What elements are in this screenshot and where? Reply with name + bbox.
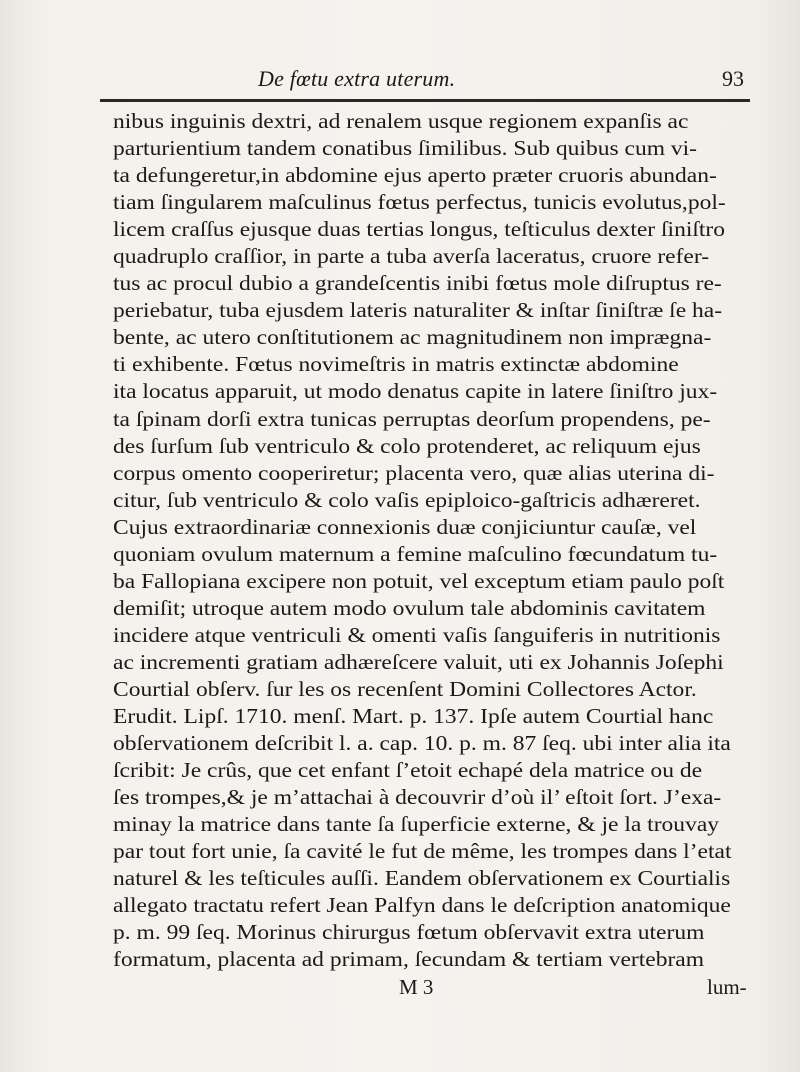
text-line [113, 108, 753, 135]
text-line [113, 784, 753, 811]
text-line-content: ta ſpinam dorſi extra tunicas perruptas deorſum propendens, pe- [113, 406, 711, 431]
text-line [113, 351, 753, 378]
text-line-content: allegato tractatu refert Jean Palfyn dans le deſcription anatomique [113, 893, 731, 918]
text-line [113, 162, 753, 189]
text-line-content: ſes trompes,& je m’attachai à decouvrir d’où il’ eſtoit ſort. J’exa- [113, 785, 722, 810]
running-header [0, 66, 800, 96]
text-line-content: Courtial obſerv. ſur les os recenſent Domini Collectores Actor. [113, 676, 697, 701]
text-line [113, 919, 753, 946]
text-line-content: ita locatus apparuit, ut modo denatus capite in latere ſiniſtro jux- [113, 379, 718, 404]
text-line [113, 595, 753, 622]
text-line-content: corpus omento cooperiretur; placenta vero, quæ alias uterina di- [113, 460, 715, 485]
text-line [113, 757, 753, 784]
text-line-content: tus ac procul dubio a grandeſcentis inibi fœtus mole diſruptus re- [113, 271, 722, 296]
header-rule [100, 99, 750, 102]
text-line [113, 892, 753, 919]
text-line [113, 865, 753, 892]
text-line [113, 676, 753, 703]
text-line-content: formatum, placenta ad primam, ſecundam & tertiam vertebram [113, 947, 705, 972]
text-line-content: demiſit; utroque autem modo ovulum tale abdominis cavitatem [113, 595, 706, 620]
text-line [113, 433, 753, 460]
text-line [113, 189, 753, 216]
text-line-content: licem craſſus ejusque duas tertias longus, teſticulus dexter ſiniſtro [113, 217, 726, 242]
text-line [113, 378, 753, 405]
text-line-content: des ſurſum ſub ventriculo & colo protenderet, ac reliquum ejus [113, 433, 701, 458]
signature-line [113, 974, 753, 1001]
text-line [113, 270, 753, 297]
text-line [113, 730, 753, 757]
text-line [113, 216, 753, 243]
text-line-content: Cujus extraordinariæ connexionis duæ conjiciuntur cauſæ, vel [113, 514, 697, 539]
text-line-content: periebatur, tuba ejusdem lateris naturaliter & inſtar ſiniſtræ ſe ha- [113, 298, 723, 323]
text-line-content: ta defungeretur,in abdomine ejus aperto præter cruoris abundan- [113, 163, 717, 188]
text-line [113, 487, 753, 514]
signature-mark: M 3 [399, 974, 434, 999]
text-line [113, 460, 753, 487]
text-line [113, 406, 753, 433]
text-line-content: naturel & les teſticules auſſi. Eandem obſervationem ex Courtialis [113, 866, 731, 891]
catchword: lum- [707, 974, 747, 999]
text-line-content: incidere atque ventriculi & omenti vaſis ſanguiferis in nutritionis [113, 622, 721, 647]
text-line-content: ti exhibente. Fœtus novimeſtris in matris extinctæ abdomine [113, 352, 679, 377]
page-number: 93 [722, 66, 744, 91]
text-line-content: bente, ac utero conſtitutionem ac magnitudinem non imprægna- [113, 325, 712, 350]
text-line [113, 811, 753, 838]
text-line-content: obſervationem deſcribit l. a. cap. 10. p. m. 87 ſeq. ubi inter alia ita [113, 731, 731, 756]
text-line [113, 946, 753, 973]
running-title: De fœtu extra uterum. [258, 66, 456, 91]
body-text [113, 108, 753, 1001]
text-line-content: quoniam ovulum maternum a femine maſculino fœcundatum tu- [113, 541, 718, 566]
text-line [113, 568, 753, 595]
text-line [113, 649, 753, 676]
text-line [113, 514, 753, 541]
text-line-content: tiam ſingularem maſculinus fœtus perfectus, tunicis evolutus,pol- [113, 190, 726, 215]
text-line-content: minay la matrice dans tante ſa ſuperficie externe, & je la trouvay [113, 812, 720, 837]
text-line [113, 135, 753, 162]
text-line [113, 838, 753, 865]
text-line-content: citur, ſub ventriculo & colo vaſis epiploico-gaſtricis adhæreret. [113, 487, 701, 512]
text-line [113, 703, 753, 730]
text-line-content: ac incrementi gratiam adhæreſcere valuit, uti ex Johannis Joſephi [113, 649, 724, 674]
text-line-content: ba Fallopiana excipere non potuit, vel exceptum etiam paulo poſt [113, 568, 725, 593]
text-line [113, 324, 753, 351]
text-line-content: nibus inguinis dextri, ad renalem usque regionem expanſis ac [113, 109, 689, 133]
text-line [113, 297, 753, 324]
text-line-content: Erudit. Lipſ. 1710. menſ. Mart. p. 137. Ipſe autem Courtial hanc [113, 704, 714, 729]
text-line-content: ſcribit: Je crûs, que cet enfant ſ’etoit echapé dela matrice ou de [113, 758, 703, 783]
text-line-content: par tout fort unie, ſa cavité le fut de même, les trompes dans l’etat [113, 839, 732, 864]
text-line-content: parturientium tandem conatibus ſimilibus. Sub quibus cum vi- [113, 136, 698, 161]
text-line-content: p. m. 99 ſeq. Morinus chirurgus fœtum obſervavit extra uterum [113, 920, 705, 945]
text-line [113, 541, 753, 568]
text-line [113, 243, 753, 270]
text-line-content: quadruplo craſſior, in parte a tuba averſa laceratus, cruore refer- [113, 244, 710, 269]
text-line [113, 622, 753, 649]
